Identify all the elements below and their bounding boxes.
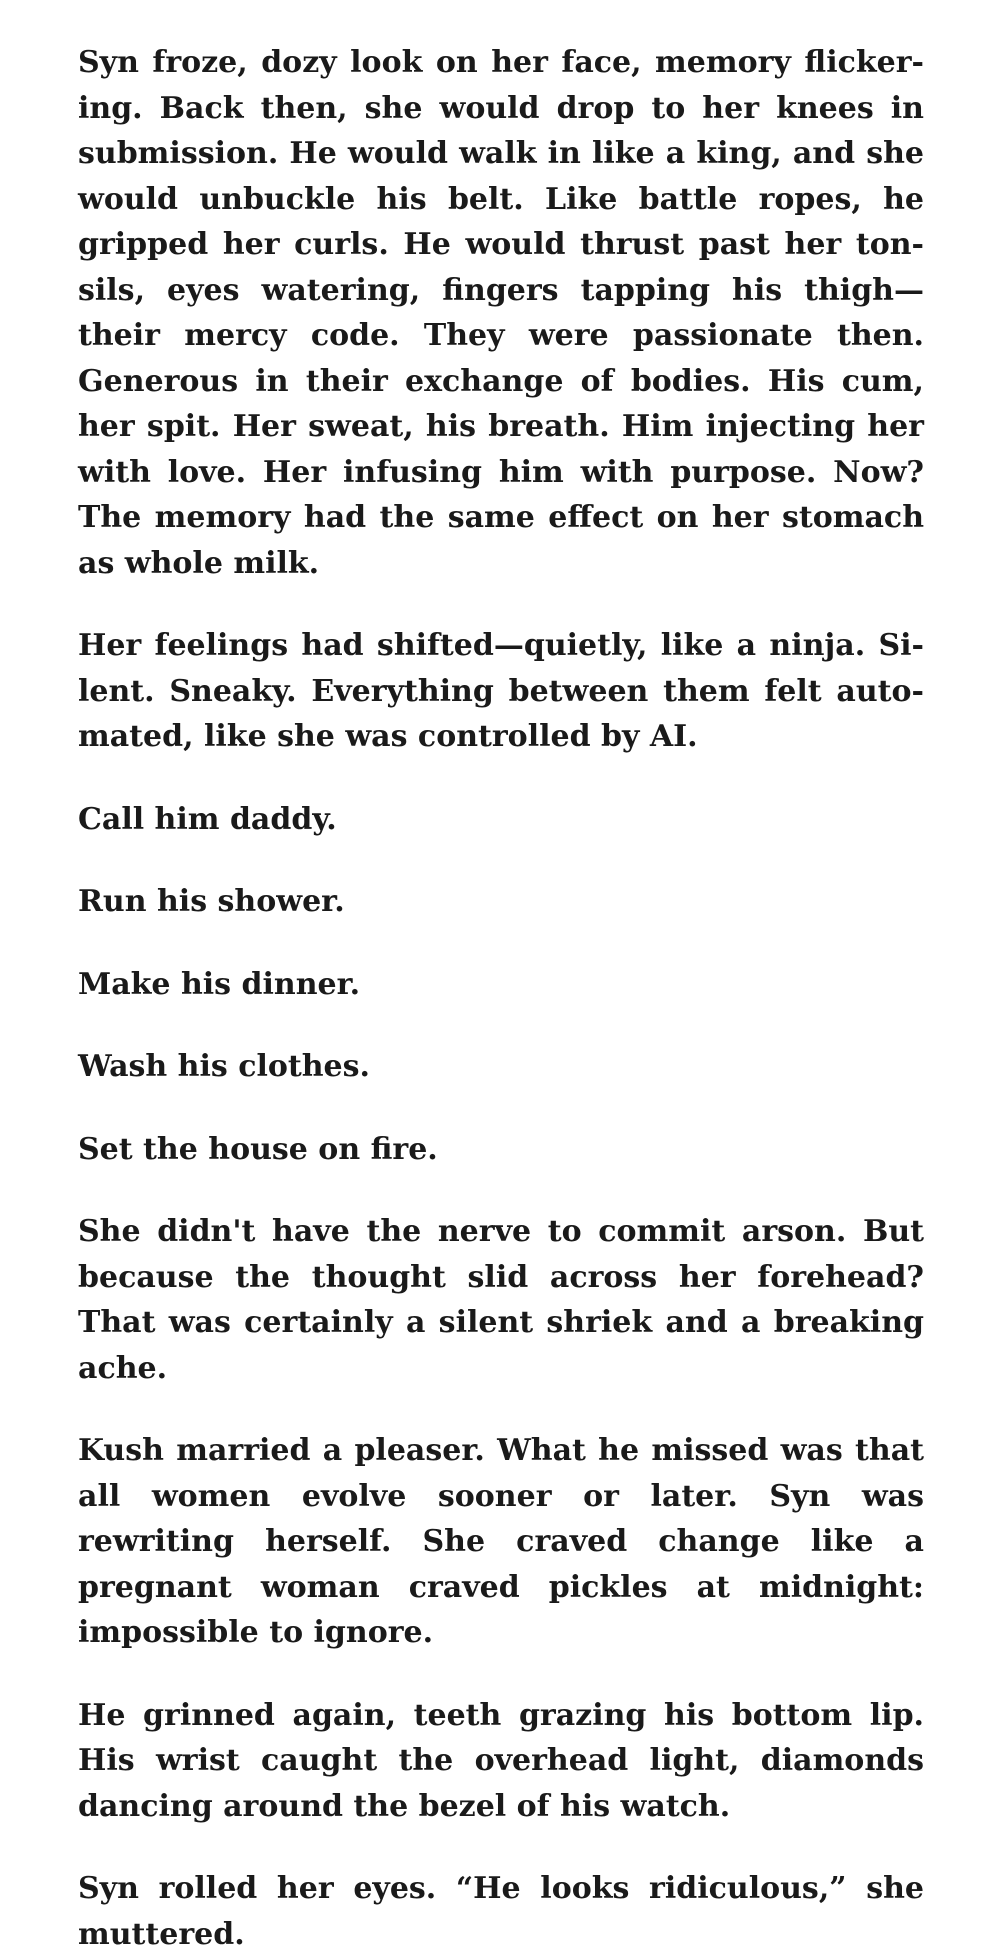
paragraph-call-him-daddy: Call him daddy. [78,801,337,837]
paragraph-memory: Syn froze, dozy look on her face, memory flickering. Back then, she would drop to her knees in submission. He would walk in like a king, and she would unbuckle his belt. Like battle ropes, he gripped her curls. He would thrust past her tonsils, eyes watering, fingers tapping his thigh—their mercy code. They were passionate then. Generous in their exchange of bodies. His cum, her spit. Her sweat, his breath. Him injecting her with love. Her infusing him with purpose. Now? The memory had the same effect on her stomach as whole milk. [78,45,924,581]
paragraph-rolled-eyes: Syn rolled her eyes. “He looks ridiculous,” she muttered. [78,1871,924,1952]
paragraph-pleaser: Kush married a pleaser. What he missed was that all women evolve sooner or later. Syn was rewriting herself. She craved change like a pregnant woman craved pickles at midnight: impossible to ignore. [78,1433,924,1650]
paragraph-grinned: He grinned again, teeth grazing his bottom lip. His wrist caught the overhead light, diamonds dancing around the bezel of his watch. [78,1697,924,1824]
paragraph-arson: She didn't have the nerve to commit arson. But because the thought slid across her forehead? That was certainly a silent shriek and a breaking ache. [78,1214,924,1386]
paragraph-house-on-fire: Set the house on fire. [78,1131,438,1167]
paragraph-wash-clothes: Wash his clothes. [78,1049,370,1084]
paragraph-make-dinner: Make his dinner. [78,966,361,1002]
paragraph-run-shower: Run his shower. [78,884,345,919]
paragraph-feelings-shifted: Her feelings had shifted—quietly, like a ninja. Silent. Sneaky. Everything between them felt automated, like she was controlled by AI. [78,628,924,754]
book-page [78,40,924,1957]
